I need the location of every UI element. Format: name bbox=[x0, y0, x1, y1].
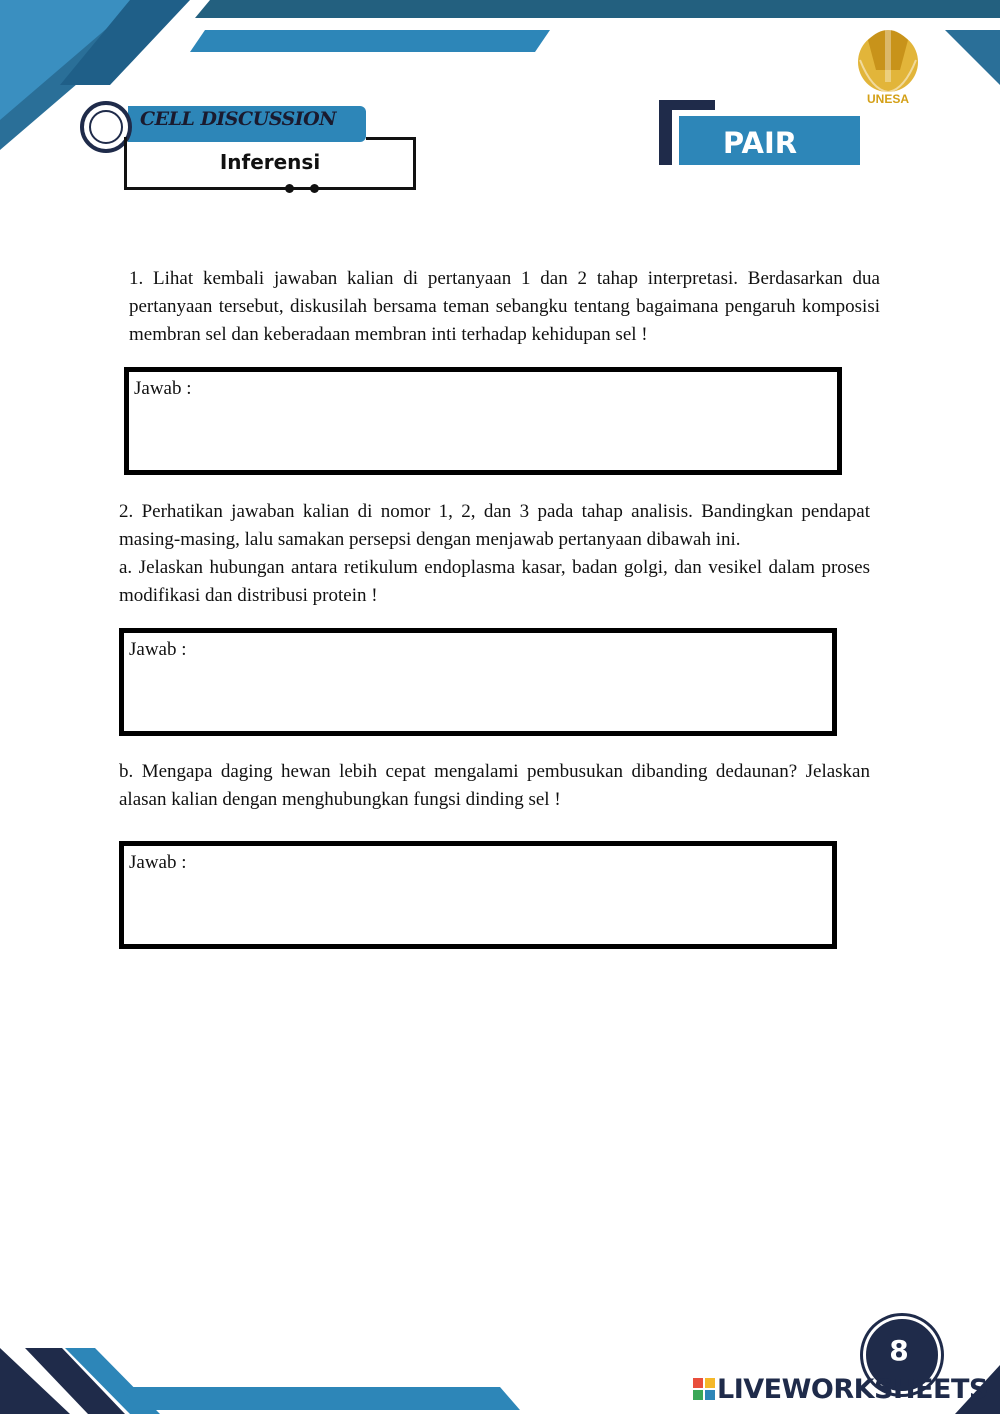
answer-box-2a[interactable] bbox=[119, 628, 837, 736]
top-bar bbox=[195, 0, 1000, 18]
logo-text: UNESA bbox=[866, 92, 909, 106]
question-1-text: 1. Lihat kembali jawaban kalian di pertanyaan 1 dan 2 tahap interpretasi. Berdasarkan dua pertanyaan tersebut, diskusilah bersama teman sebangku tentang bagaimana pengaruh komposisi membran sel dan keberadaan membran inti terhadap kehidupan sel ! bbox=[129, 268, 880, 345]
top-stripe bbox=[190, 30, 550, 52]
answer-label: Jawab : bbox=[134, 378, 192, 399]
page-number: 8 bbox=[889, 1334, 909, 1367]
liveworksheets-logo-icon bbox=[693, 1378, 715, 1400]
answer-box-2b[interactable] bbox=[119, 841, 837, 949]
section-title: CELL DISCUSSION bbox=[140, 108, 337, 130]
unesa-logo bbox=[858, 26, 918, 92]
mode-label: PAIR bbox=[722, 126, 798, 160]
subtitle-frame-top bbox=[366, 137, 413, 140]
dot-icon bbox=[285, 184, 294, 193]
dot-icon bbox=[310, 184, 319, 193]
answer-box-1[interactable] bbox=[124, 367, 842, 475]
answer-label: Jawab : bbox=[129, 639, 187, 660]
question-2a-text: a. Jelaskan hubungan antara retikulum endoplasma kasar, badan golgi, dan vesikel dalam proses modifikasi dan distribusi protein ! bbox=[119, 557, 870, 606]
answer-label: Jawab : bbox=[129, 852, 187, 873]
question-2-intro: 2. Perhatikan jawaban kalian di nomor 1, 2, dan 3 pada tahap analisis. Bandingkan pendapat masing-masing, lalu samakan persepsi dengan menjawab pertanyaan dibawah ini. bbox=[119, 501, 870, 550]
bottom-stripe bbox=[120, 1387, 520, 1410]
top-right-corner bbox=[945, 30, 1000, 85]
section-subtitle: Inferensi bbox=[219, 150, 321, 174]
liveworksheets-watermark: LIVEWORKSHEETS bbox=[717, 1374, 988, 1405]
question-2b-text: b. Mengapa daging hewan lebih cepat mengalami pembusukan dibanding dedaunan? Jelaskan alasan kalian dengan menghubungkan fungsi dinding sel ! bbox=[119, 761, 870, 810]
